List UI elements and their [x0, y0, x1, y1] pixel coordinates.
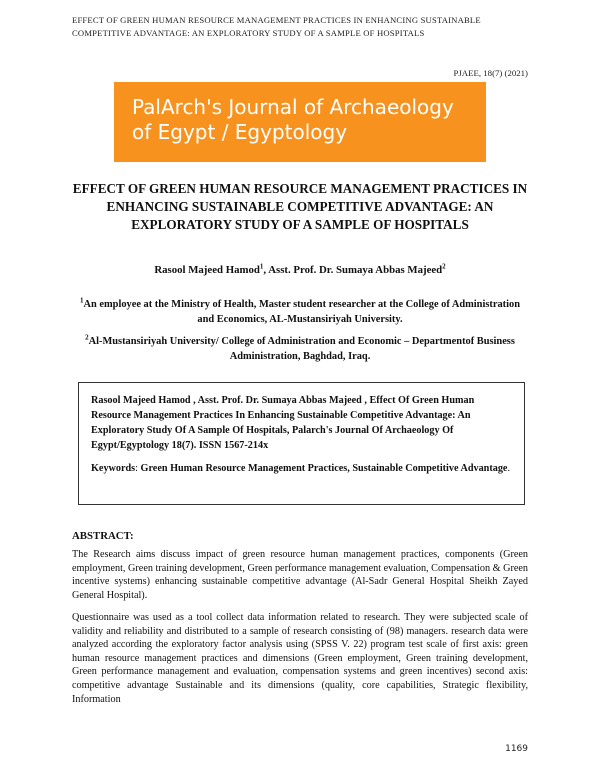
abstract-paragraph: Questionnaire was used as a tool collect data information related to research. They were subjected scale of validity and reliability and distributed to a sample of research consisting of (98) managers. research data were analyzed according the exploratory factor analysis using (SPSS V. 22) program test scale of first axis: green human resource management practices and dimensions (Green employment, Green training development, Green performance management and evaluation, compensation systems and green incentives) second axis: competitive advantage Sustainable and its dimensions (quality, core capabilities, Strategic flexibility, Information: [72, 612, 528, 705]
keywords-colon: :: [135, 463, 141, 474]
running-header: EFFECT OF GREEN HUMAN RESOURCE MANAGEMENT PRACTICES IN ENHANCING SUSTAINABLE COMPETITIVE ADVANTAGE: AN EXPLORATORY STUDY OF A SAMPLE OF HOSPITALS: [72, 15, 481, 38]
citation-box: [78, 382, 525, 505]
keywords-end: .: [507, 463, 510, 474]
author-superscript: 2: [442, 262, 446, 271]
keywords-label: Keywords: [91, 463, 136, 474]
citation-text: Rasool Majeed Hamod , Asst. Prof. Dr. Sumaya Abbas Majeed , Effect Of Green Human Resource Management Practices In Enhancing Sustainable Competitive Advantage: An Exploratory Study Of A Sample Of Hospitals, Palarch's Journal Of Archaeology Of Egypt/Egyptology 18(7). ISSN 1567-214x: [91, 395, 475, 451]
abstract-heading: ABSTRACT:: [72, 530, 134, 542]
affiliation-1: [80, 297, 520, 327]
affiliation-superscript: 1: [80, 296, 84, 305]
affiliation-text: An employee at the Ministry of Health, Master student researcher at the College of Administration and Economics, AL-Mustansiriyah University.: [83, 299, 520, 325]
paper-title: EFFECT OF GREEN HUMAN RESOURCE MANAGEMENT PRACTICES IN ENHANCING SUSTAINABLE COMPETITIVE ADVANTAGE: AN EXPLORATORY STUDY OF A SAMPLE OF HOSPITALS: [72, 181, 528, 232]
banner-line-1: PalArch's Journal of Archaeology: [132, 95, 454, 119]
author-superscript: 1: [259, 262, 264, 271]
abstract-paragraph: The Research aims discuss impact of green resource human management practices, components (Green employment, Green training development, Green performance management evaluation, Compensation & Green incentive systems) enhancing sustainable competitive advantage (Al-Sadr General Hospital Sheikh Zayed General Hospital).: [72, 549, 528, 601]
affiliation-text: Al-Mustansiriyah University/ College of Administration and Economic – Departmentof Business Administration, Baghdad, Iraq.: [88, 336, 515, 362]
journal-banner-logo: [114, 82, 486, 162]
author-separator: ,: [263, 264, 269, 276]
keywords-text: Green Human Resource Management Practices, Sustainable Competitive Advantage: [140, 463, 508, 474]
banner-line-2: of Egypt / Egyptology: [132, 120, 348, 144]
page-number: 1169: [505, 744, 528, 754]
affiliation-superscript: 2: [85, 333, 89, 342]
author-list: [70, 264, 530, 276]
author-name: Rasool Majeed Hamod: [154, 264, 260, 276]
affiliation-2: [80, 334, 520, 364]
author-name: Asst. Prof. Dr. Sumaya Abbas Majeed: [268, 264, 443, 276]
keywords-line: [91, 461, 512, 476]
journal-reference: PJAEE, 18(7) (2021): [453, 68, 528, 78]
